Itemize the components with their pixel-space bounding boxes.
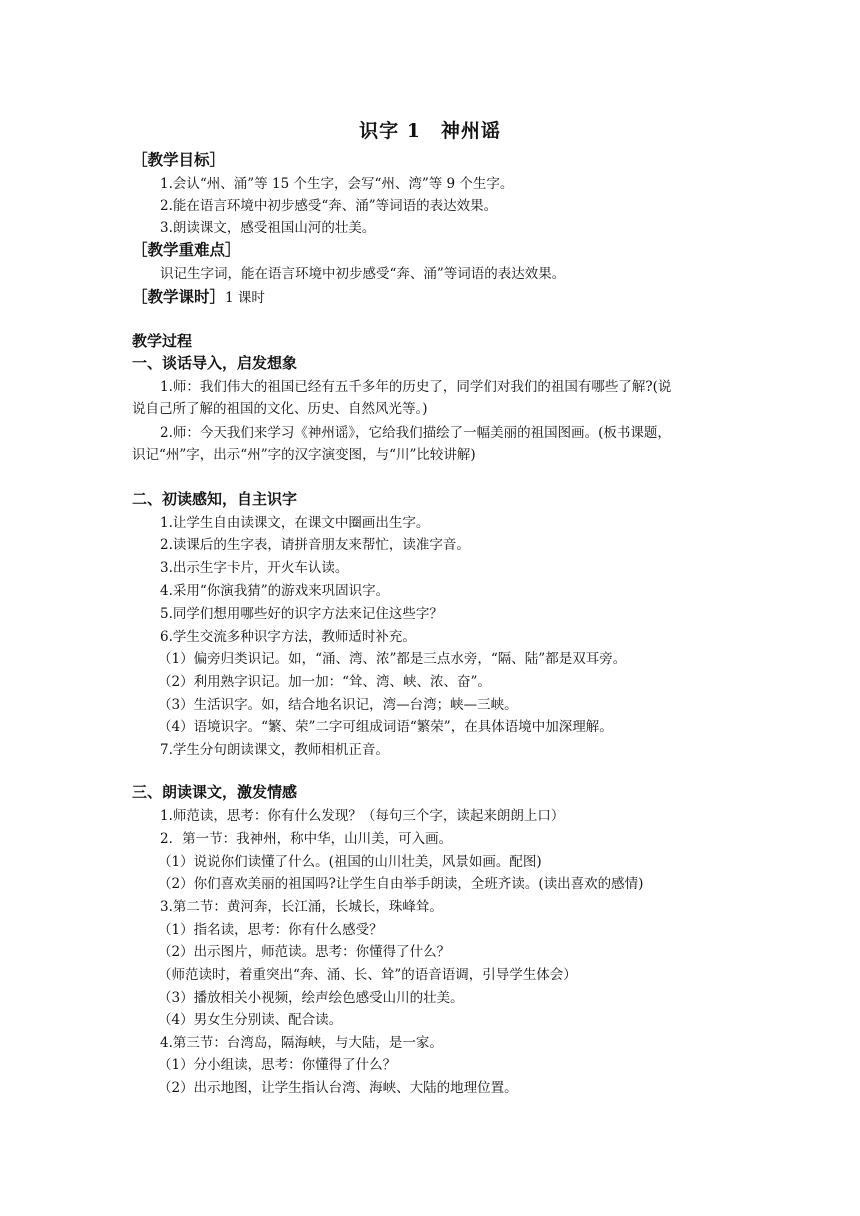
process-heading: 教学过程 xyxy=(132,332,193,350)
goal-item: 2.能在语言环境中初步感受“奔、涌”等词语的表达效果。 xyxy=(160,198,498,214)
section2-line: （4）语境识字。“繁、荣”二字可组成词语“繁荣”，在具体语境中加深理解。 xyxy=(158,719,613,735)
section3-line: 4.第三节：台湾岛，隔海峡，与大陆，是一家。 xyxy=(160,1035,443,1051)
section2-line: （2）利用熟字识记。加一加：“耸、湾、峡、浓、奋”。 xyxy=(158,674,491,690)
goal-item: 1.会认“州、涌”等 15 个生字，会写“州、湾”等 9 个生字。 xyxy=(160,176,514,192)
section3-line: （3）播放相关小视频，绘声绘色感受山川的壮美。 xyxy=(158,990,464,1006)
section2-line: 5.同学们想用哪些好的识字方法来记住这些字？ xyxy=(160,606,443,622)
section2-line: 4.采用“你演我猜”的游戏来巩固识字。 xyxy=(160,583,390,599)
section1-line: 1.师：我们伟大的祖国已经有五千多年的历史了，同学们对我们的祖国有哪些了解?(说 xyxy=(160,379,672,395)
section3-line: 3.第二节：黄河奔，长江涌，长城长，珠峰耸。 xyxy=(160,899,443,915)
section2-line: 1.让学生自由读课文，在课文中圈画出生字。 xyxy=(160,515,430,531)
document-title: 识字 1 神州谣 xyxy=(359,120,501,142)
section2-heading: 二、初读感知，自主识字 xyxy=(132,490,298,508)
section3-line: （4）男女生分别读、配合读。 xyxy=(158,1012,343,1028)
section3-heading: 三、朗读课文，激发情感 xyxy=(132,783,298,801)
section3-line: （2）出示地图，让学生指认台湾、海峡、大陆的地理位置。 xyxy=(158,1080,518,1096)
section2-line: 6.学生交流多种识字方法，教师适时补充。 xyxy=(160,629,416,645)
section3-line: 1.师范读，思考：你有什么发现？（每句三个字，读起来朗朗上口） xyxy=(160,808,565,824)
section2-line: （1）偏旁归类识记。如，“涌、湾、浓”都是三点水旁，“隔、陆”都是双耳旁。 xyxy=(158,651,627,667)
section1-line: 识记“州”字，出示“州”字的汉字演变图，与“川”比较讲解) xyxy=(132,447,476,463)
keypoints-heading: ［教学重难点］ xyxy=(132,240,241,259)
section2-line: （3）生活识字。如，结合地名识记，湾—台湾；峡—三峡。 xyxy=(158,697,518,713)
goal-item: 3.朗读课文，感受祖国山河的壮美。 xyxy=(160,220,376,236)
keypoints-text: 识记生字词，能在语言环境中初步感受“奔、涌”等词语的表达效果。 xyxy=(160,266,566,282)
hours-value: 1 课时 xyxy=(225,290,265,306)
goals-heading: ［教学目标］ xyxy=(132,150,226,169)
hours-row xyxy=(132,287,860,308)
section3-line: （1）指名读，思考：你有什么感受？ xyxy=(158,922,383,938)
section2-line: 3.出示生字卡片，开火车认读。 xyxy=(160,560,349,576)
section3-line: （1）说说你们读懂了什么。(祖国的山川壮美，风景如画。配图) xyxy=(158,854,542,870)
section1-heading: 一、谈话导入，启发想象 xyxy=(132,354,298,372)
hours-heading: ［教学课时］ xyxy=(132,287,226,306)
section3-line: （师范读时，着重突出“奔、涌、长、耸”的语音语调，引导学生体会） xyxy=(158,967,577,983)
section3-line: （2）你们喜欢美丽的祖国吗?让学生自由举手朗读，全班齐读。(读出喜欢的感情) xyxy=(158,876,644,892)
section3-line: （2）出示图片，师范读。思考：你懂得了什么？ xyxy=(158,944,451,960)
section2-line: 2.读课后的生字表，请拼音朋友来帮忙，读准字音。 xyxy=(160,537,470,553)
section3-line: （1）分小组读，思考：你懂得了什么？ xyxy=(158,1057,397,1073)
section1-line: 2.师：今天我们来学习《神州谣》，它给我们描绘了一幅美丽的祖国图画。(板书课题， xyxy=(160,425,671,441)
section3-line: 2．第一节：我神州，称中华，山川美，可入画。 xyxy=(160,831,453,847)
section1-line: 说自己所了解的祖国的文化、历史、自然风光等。) xyxy=(132,401,428,417)
section2-line: 7.学生分句朗读课文，教师相机正音。 xyxy=(160,742,389,758)
